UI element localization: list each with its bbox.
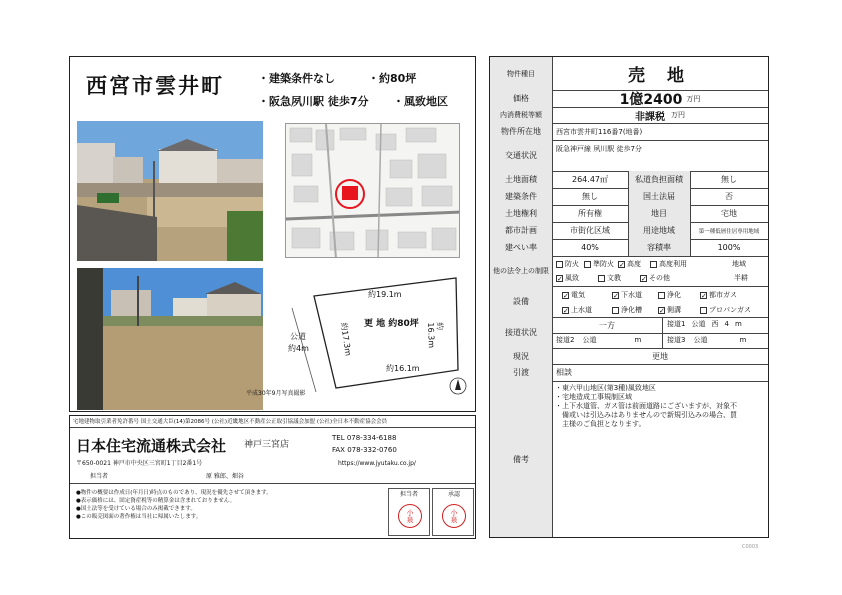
label-legal: 他の法令上の制限 (490, 256, 552, 286)
row-value-2: 第一種低層住居専用地域 (698, 228, 760, 235)
company-address: 〒650-0021 神戸市中央区三宮町1丁目2番1号 (76, 460, 203, 467)
label-facilities: 設備 (490, 286, 552, 317)
note-item: ●国土法等を受けている場合のみ掲載できます。 (76, 506, 196, 512)
legal-opt-semifire[interactable]: 準防火 (584, 259, 614, 269)
fac-gutter[interactable]: ✓ 側溝 (659, 306, 681, 315)
label-tax: 内消費税等額 (490, 107, 552, 123)
plot-bottom-side: 約16.1m (386, 364, 420, 373)
tax-unit: 万円 (671, 111, 685, 119)
row-value-2: 無し (721, 175, 737, 184)
location-value: 西宮市雲井町116番7(地番) (556, 127, 643, 136)
remark-item: 備或いは引込みはありませんので新規引込みの場合、買 (555, 411, 737, 419)
remark-item: ・東六甲山地区(第3種)風致地区 (555, 384, 656, 392)
label-transport: 交通状況 (490, 140, 552, 171)
company-url[interactable]: https://www.jyutaku.co.jp/ (338, 460, 416, 467)
fac-water[interactable]: ✓ 上水道 (563, 306, 592, 315)
stamp1-label: 担当者 (400, 491, 419, 498)
hanko-stamp-1 (398, 504, 422, 528)
remark-item: ・宅地造成工事規制区域 (555, 393, 632, 401)
stamp-text: 小泉 (450, 509, 458, 523)
fac-sewer[interactable]: ✓ 下水道 (613, 291, 642, 300)
plot-diagram (246, 268, 470, 403)
photo-caption: 平成30年9月写真撮影 (246, 390, 306, 397)
fac-septic[interactable]: 浄化 (658, 290, 681, 300)
fax-number: FAX 078-332-0760 (332, 446, 397, 454)
legal-opt-other[interactable]: ✓ その他 (641, 274, 670, 283)
plot-top-side: 約19.1m (368, 290, 402, 299)
corner-code: C0003 (742, 544, 759, 550)
row-value-2: 否 (725, 192, 733, 201)
note-item: ●物件の概要は作成日(年月日)時点のものであり、現況を優先させて頂きます。 (76, 490, 272, 496)
road-label: 公道 (290, 332, 306, 341)
label-road: 接道状況 (490, 317, 552, 348)
row-value-2: 宅地 (721, 209, 737, 218)
note-item: ●表示価格には、固定資産税等の精算金は含まれておりません。 (76, 498, 236, 504)
feature-3: ・阪急夙川駅 徒歩7分 (258, 95, 369, 108)
price-value (552, 90, 768, 107)
row-label-2: 私道負担面積 (628, 171, 690, 188)
tel-number: TEL 078-334-6188 (332, 434, 397, 442)
company-name: 日本住宅流通株式会社 (76, 437, 227, 455)
row-label-2: 国土法届 (628, 188, 690, 205)
remark-item: 主様のご負担となります。 (555, 420, 646, 428)
remark-item: ・上下水道管、ガス管は前面道路にございますが、対象不 (555, 402, 737, 410)
fac-electric[interactable]: ✓ 電気 (563, 291, 585, 300)
site-photo-1 (77, 121, 263, 261)
row-label-1: 都市計画 (490, 222, 552, 239)
row-label-1: 土地面積 (490, 171, 552, 188)
price-unit: 万円 (686, 94, 701, 103)
staff-label: 担当者 (90, 473, 109, 480)
feature-4: ・風致地区 (393, 95, 448, 108)
fac-septic-tank[interactable]: 浄化槽 (612, 305, 642, 315)
road-head: 一方 (599, 320, 615, 330)
row-value-1: 264.47㎡ (572, 175, 608, 184)
row-label-2: 容積率 (628, 239, 690, 256)
fac-propane[interactable]: プロパンガス (700, 305, 751, 315)
row-label-2: 地目 (628, 205, 690, 222)
remarks-list (555, 384, 767, 429)
site-photo-2 (77, 268, 263, 410)
row-value-2: 100% (717, 243, 741, 252)
hanko-stamp-2 (442, 504, 466, 528)
label-location: 物件所在地 (490, 123, 552, 140)
plot-center-label: 更 地 約80坪 (364, 319, 419, 329)
label-price: 価格 (490, 90, 552, 107)
row-label-2: 用途地域 (628, 222, 690, 239)
feature-1: ・建築条件なし (258, 72, 335, 85)
row-label-1: 建ぺい率 (490, 239, 552, 256)
label-type: 物件種目 (490, 57, 552, 90)
staff-names: 原 雅郎、畑谷 (206, 473, 244, 480)
row-value-1: 無し (582, 192, 598, 201)
label-delivery: 引渡 (490, 364, 552, 381)
legal-opt-education[interactable]: 文教 (598, 273, 621, 283)
legal-opt-height[interactable]: ✓ 高度 (619, 260, 641, 269)
headline-place: 西宮市雲井町 (86, 73, 224, 98)
branch-name: 神戸三宮店 (244, 440, 290, 450)
road-row-1: 接道1 公道 西 4 m (667, 320, 742, 328)
property-type: 売 地 (628, 66, 692, 86)
road-row-3: 接道3 公道 m (667, 336, 747, 344)
legal-opt-height-use[interactable]: 高度利用 (650, 259, 687, 269)
road-row-2: 接道2 公道 m (556, 336, 642, 344)
transport-value: 阪急神戸線 夙川駅 徒歩7分 (556, 144, 642, 153)
legal-right-1: 地域 (732, 260, 746, 268)
fac-citygas[interactable]: ✓ 都市ガス (701, 291, 737, 300)
row-value-1: 所有権 (578, 209, 602, 218)
notes-list (76, 489, 376, 521)
road-width: 約4m (288, 344, 309, 353)
stamp2-label: 承認 (448, 491, 461, 498)
label-current: 現況 (490, 348, 552, 364)
plot-left-side: 約17.3m (339, 322, 353, 357)
current-value: 更地 (652, 351, 668, 361)
legal-right-2: 半耕 (734, 274, 748, 282)
legal-opt-scenic[interactable]: ✓ 風致 (557, 274, 579, 283)
delivery-value: 相談 (556, 368, 572, 377)
stamp-text: 小泉 (406, 509, 414, 523)
location-map (285, 123, 460, 258)
tax: 非課税 (635, 111, 665, 123)
feature-2: ・約80坪 (368, 72, 417, 85)
row-label-1: 土地権利 (490, 205, 552, 222)
row-value-1: 市街化区域 (570, 226, 610, 235)
plot-right-side: 約16.3m (426, 322, 445, 349)
legal-opt-fire[interactable]: 防火 (556, 259, 579, 269)
row-label-1: 建築条件 (490, 188, 552, 205)
label-remarks: 備考 (490, 381, 552, 537)
row-value-1: 40% (581, 243, 599, 252)
tax-value (552, 107, 768, 123)
note-item: ●この販売図面の著作権は当社に帰属いたします。 (76, 514, 202, 520)
license-line: 宅地建物取引業者免許番号 国土交通大臣(14)第2086号 (公社)近畿地区不動産公正取引協議会加盟 (公社)全日本不動産協会会員 (73, 419, 388, 425)
price: 1億2400 (619, 91, 683, 107)
